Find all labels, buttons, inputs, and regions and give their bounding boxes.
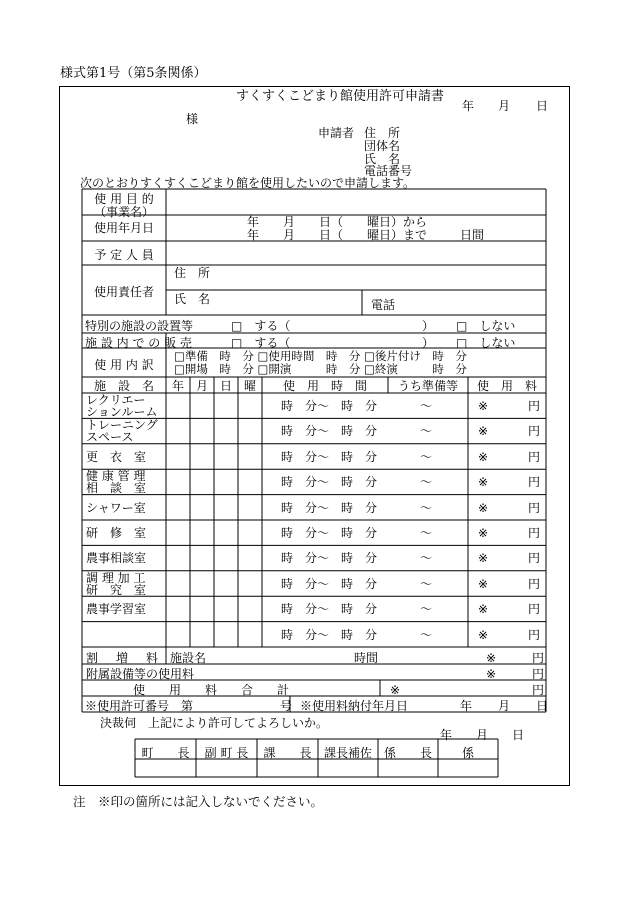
intro-text: 次のとおりすくすくこどまり館を使用したいので申請します。 (80, 176, 416, 190)
applicant-label: 申請者 (318, 126, 355, 140)
applicant-phone: 電話番号 (364, 164, 413, 178)
attendees-label: 予 定 人 員 (94, 248, 154, 262)
facility-name (86, 552, 146, 564)
approval-text: 上記により許可してよろしいか。 (148, 716, 329, 730)
prep-tilde: 〜 (420, 449, 433, 464)
prep-tilde: 〜 (420, 602, 433, 617)
facility-name-line: 研 修 室 (86, 526, 147, 540)
facility-name (86, 394, 157, 418)
header-year-col: 年 (171, 379, 184, 393)
facility-name (86, 502, 146, 514)
header-weekday-col: 曜 (243, 379, 256, 393)
total-label: 使 用 料 合 計 (133, 683, 290, 697)
time-range: 時 分〜 時 分 (281, 602, 378, 617)
fee-kome: ※ (478, 424, 489, 439)
fee-kome: ※ (478, 475, 489, 490)
prep-tilde: 〜 (420, 576, 433, 591)
facility-name (86, 419, 158, 443)
facility-name-line: スペース (86, 430, 134, 445)
usage-label: 使 用 内 訳 (94, 358, 154, 372)
prep-tilde: 〜 (420, 399, 433, 413)
facility-name (86, 451, 146, 463)
prep-tilde: 〜 (420, 526, 433, 540)
permit-paid-label: ※使用料納付年月日 (300, 699, 409, 713)
prep-tilde: 〜 (420, 424, 433, 439)
fee-kome: ※ (478, 500, 489, 515)
approval-month: 月 (476, 728, 489, 742)
permit-go: 号 (280, 699, 293, 713)
period-label: 使用年月日 (93, 221, 154, 235)
equipment-yen: 円 (532, 667, 545, 681)
special-no: □ しない (456, 319, 516, 333)
responsible-label: 使用責任者 (93, 285, 154, 299)
time-range: 時 分〜 時 分 (281, 399, 378, 413)
surcharge-yen: 円 (532, 651, 545, 665)
permit-number-label: ※使用許可番号 第 (85, 699, 194, 713)
facility-name-line: 農事学習室 (86, 602, 147, 617)
header-facility: 施 設 名 (93, 379, 154, 393)
facility-name (86, 470, 146, 494)
fee-kome: ※ (478, 627, 489, 642)
surcharge-facility: 施設名 (170, 651, 207, 665)
fee-yen: 円 (528, 627, 541, 642)
facility-name-line: 相 談 室 (86, 481, 147, 496)
purpose-label: 使 用 目 的 (94, 192, 154, 206)
fee-kome: ※ (478, 576, 489, 591)
responsible-phone: 電話 (371, 298, 396, 312)
form-title: すくすくこどまり館使用許可申請書 (236, 89, 445, 104)
time-range: 時 分〜 時 分 (281, 500, 378, 515)
surcharge-kome: ※ (486, 651, 497, 665)
time-range: 時 分〜 時 分 (281, 475, 378, 490)
surcharge-label: 割 増 料 (86, 651, 162, 665)
header-day: 日 (536, 99, 549, 113)
approver-unit-chief: 係 長 (383, 746, 432, 760)
time-range: 時 分〜 時 分 (281, 551, 378, 566)
header-fee: 使 用 料 (476, 379, 537, 393)
equipment-kome: ※ (486, 667, 497, 681)
facility-name-line: トレーニング (86, 418, 158, 433)
sales-yes: □ する（ (231, 336, 291, 350)
permit-month: 月 (498, 699, 511, 713)
prep-tilde: 〜 (420, 475, 433, 490)
fee-yen: 円 (528, 449, 541, 464)
facility-name-line: 健 康 管 理 (86, 469, 146, 484)
facility-name (86, 603, 146, 615)
form-frame (59, 86, 570, 786)
header-prep: うち準備等 (397, 379, 458, 393)
prep-tilde: 〜 (420, 627, 433, 642)
time-range: 時 分〜 時 分 (281, 526, 378, 540)
period-from: 年 月 日（ 曜日）から (247, 215, 428, 229)
form-number: 様式第1号（第5条関係） (60, 66, 207, 81)
responsible-address: 住 所 (174, 266, 211, 280)
fee-yen: 円 (528, 475, 541, 490)
applicant-group: 団体名 (364, 139, 401, 153)
approval-year: 年 (440, 728, 453, 742)
period-days: 日間 (460, 228, 485, 242)
fee-yen: 円 (528, 551, 541, 566)
header-day-col: 日 (219, 379, 232, 393)
prep-tilde: 〜 (420, 500, 433, 515)
usage-line-1: □準備 時 分 □使用時間 時 分 □後片付け 時 分 (174, 349, 467, 363)
fee-kome: ※ (478, 551, 489, 566)
facility-name-line: 研 究 室 (86, 582, 147, 597)
fee-yen: 円 (528, 500, 541, 515)
prep-tilde: 〜 (420, 551, 433, 566)
time-range: 時 分〜 時 分 (281, 424, 378, 439)
sales-label: 施 設 内 で の 販 売 (85, 336, 192, 350)
fee-kome: ※ (478, 449, 489, 464)
fee-yen: 円 (528, 399, 541, 413)
total-yen: 円 (532, 683, 545, 697)
approver-assistant-chief: 課長補佐 (323, 746, 372, 760)
approval-label: 決裁伺 (100, 716, 137, 730)
approver-mayor: 町 長 (141, 746, 190, 760)
purpose-sub-label: （事業名） (93, 205, 154, 219)
fee-kome: ※ (478, 526, 489, 540)
facility-name (86, 527, 146, 539)
special-label: 特別の施設の設置等 (85, 319, 194, 333)
approver-section-chief: 課 長 (263, 746, 312, 760)
sales-close-paren: ） (422, 336, 435, 350)
time-range: 時 分〜 時 分 (281, 449, 378, 464)
permit-day: 日 (536, 699, 549, 713)
special-yes: □ する（ (231, 319, 291, 333)
facility-name-line: 調 理 加 工 (86, 570, 146, 585)
time-range: 時 分〜 時 分 (281, 627, 378, 642)
facility-name (86, 572, 146, 596)
total-kome: ※ (390, 683, 401, 697)
applicant-name: 氏 名 (364, 152, 401, 166)
addressee-suffix: 様 (186, 112, 199, 126)
fee-yen: 円 (528, 602, 541, 617)
equipment-label: 附属設備等の使用料 (86, 667, 195, 681)
facility-name-line: シャワー室 (86, 500, 146, 515)
period-to: 年 月 日（ 曜日）まで (247, 228, 428, 242)
sales-no: □ しない (456, 336, 516, 350)
surcharge-time: 時間 (354, 651, 379, 665)
special-close-paren: ） (422, 319, 435, 333)
fee-kome: ※ (478, 399, 489, 413)
facility-name-line: 更 衣 室 (86, 449, 147, 464)
usage-line-2: □開場 時 分 □開演 時 分 □終演 時 分 (174, 362, 467, 376)
facility-name-line: 農事相談室 (86, 551, 147, 566)
facility-name-line: ションルーム (86, 405, 158, 419)
fee-yen: 円 (528, 576, 541, 591)
responsible-name: 氏 名 (174, 292, 211, 306)
permit-year: 年 (460, 699, 473, 713)
fee-yen: 円 (528, 526, 541, 540)
approver-staff: 係 (461, 746, 474, 760)
fee-kome: ※ (478, 602, 489, 617)
time-range: 時 分〜 時 分 (281, 576, 378, 591)
footer-note: 注 ※印の箇所には記入しないでください。 (73, 794, 324, 809)
facility-name-line: レクリエー (86, 393, 146, 407)
fee-yen: 円 (528, 424, 541, 439)
header-month-col: 月 (195, 379, 208, 393)
header-time: 使 用 時 間 (282, 379, 367, 393)
approval-day: 日 (512, 728, 525, 742)
applicant-address: 住 所 (364, 126, 401, 140)
approver-deputy-mayor: 副 町 長 (204, 746, 249, 760)
header-year: 年 (462, 99, 475, 113)
header-month: 月 (498, 99, 511, 113)
